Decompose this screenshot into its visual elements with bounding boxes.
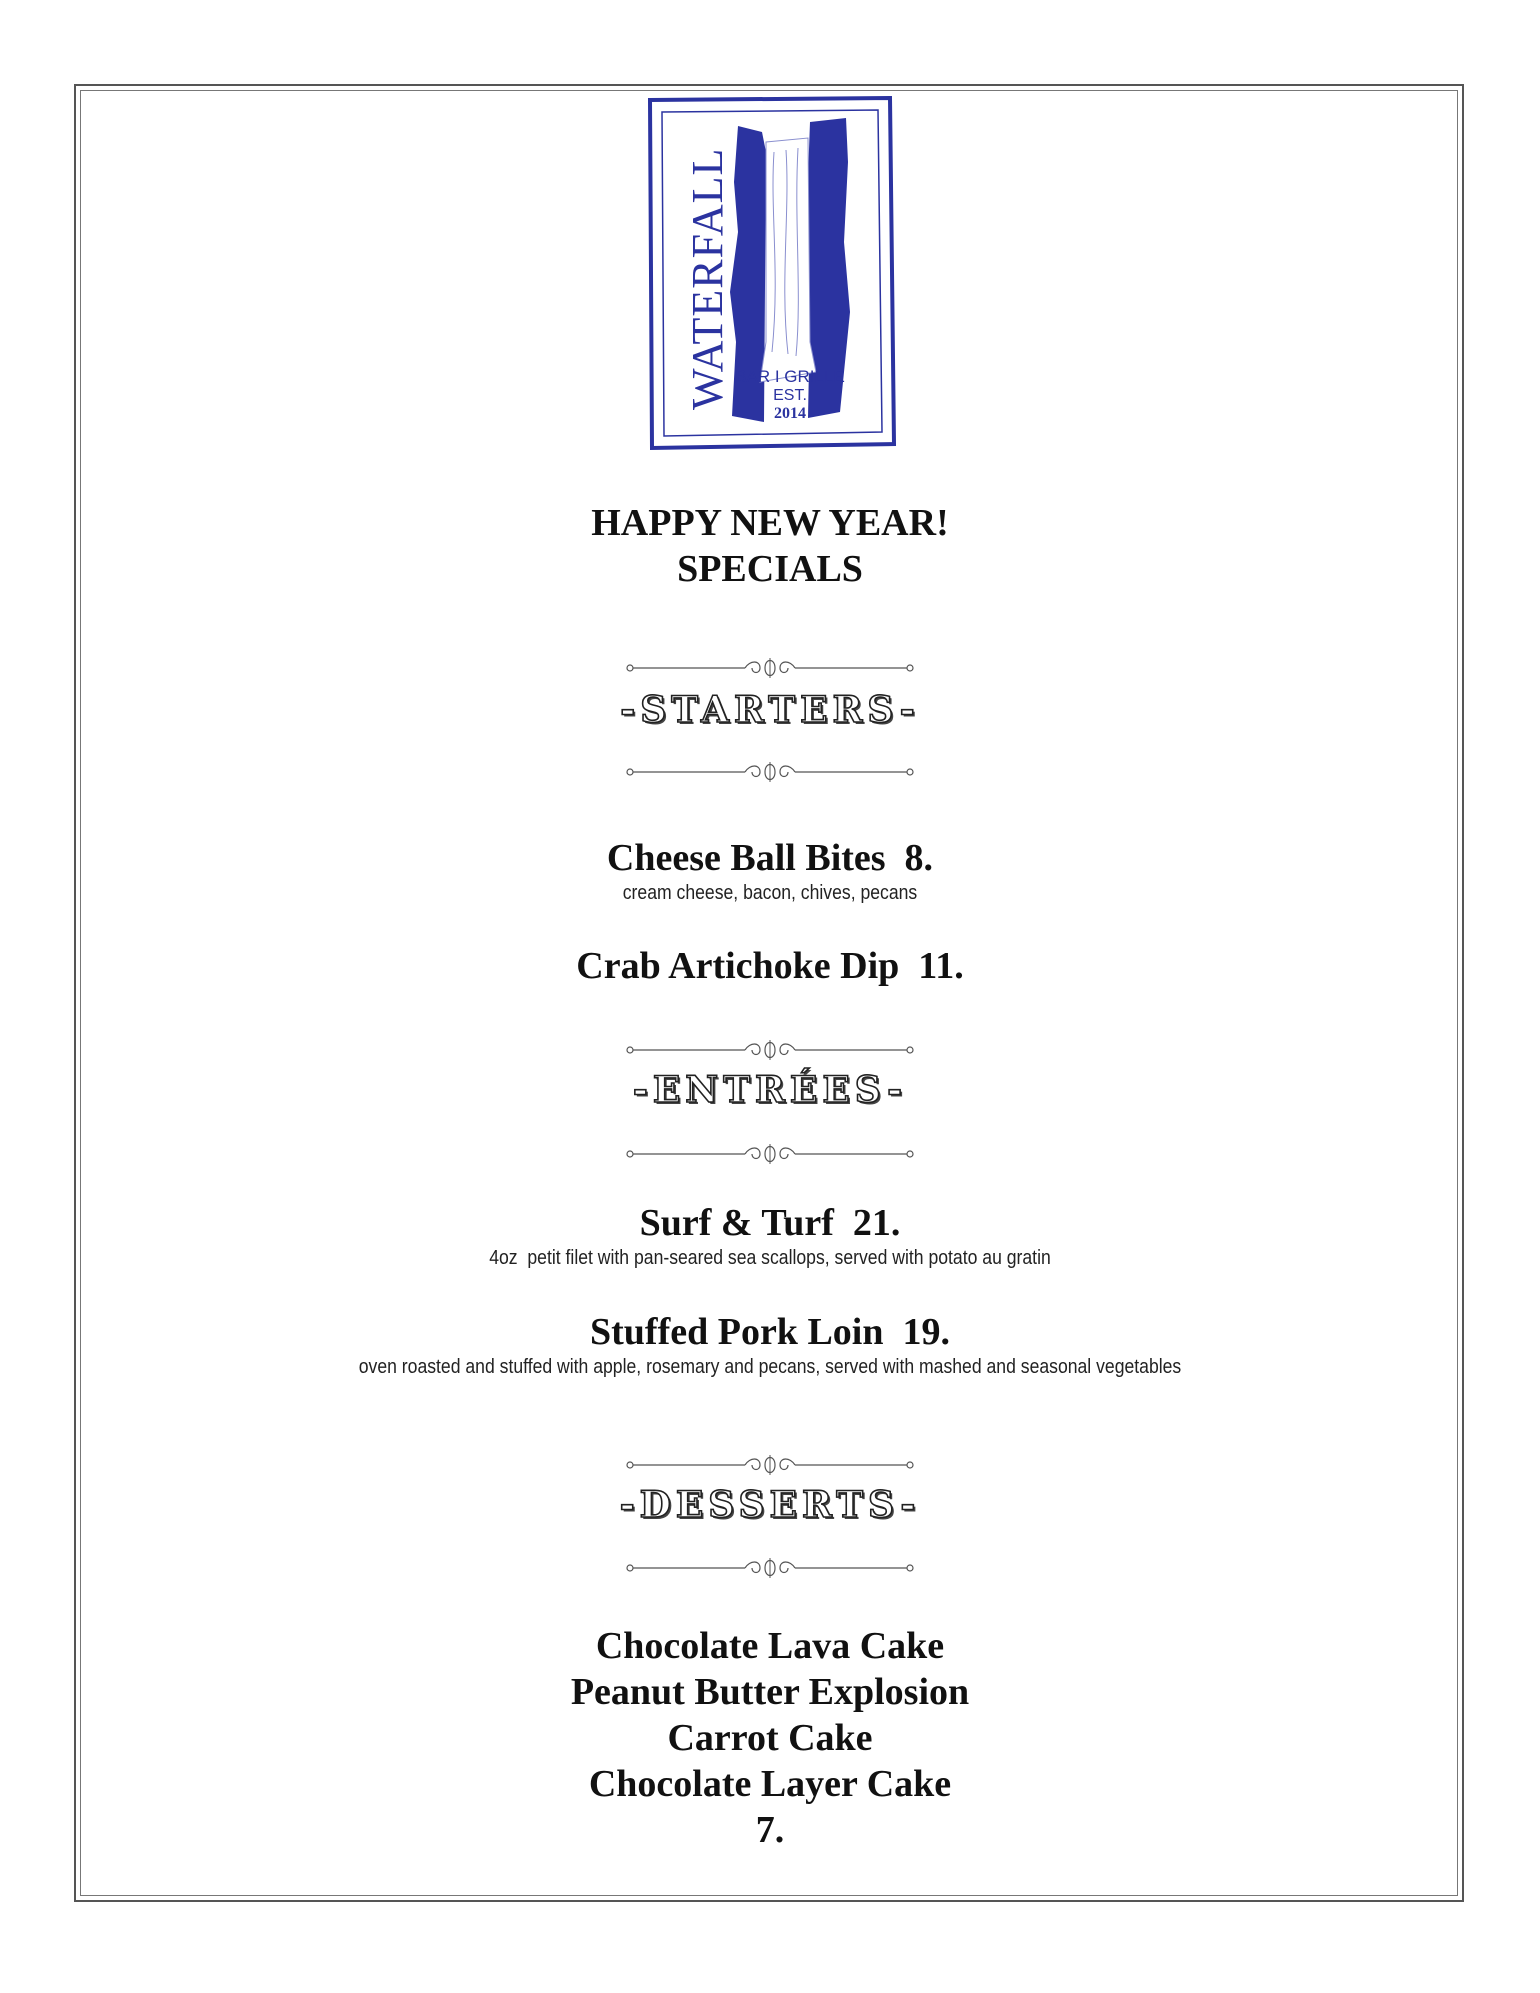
section-heading-desserts: -DESSERTS- (619, 1484, 921, 1526)
headline-line-2: SPECIALS (677, 548, 863, 590)
item-description: cream cheese, bacon, chives, pecans (622, 882, 918, 904)
item-description: oven roasted and stuffed with apple, rosemary and pecans, served with mashed and seasonal vegetables (358, 1356, 1182, 1378)
section-heading-starters: -STARTERS- (620, 689, 920, 731)
ornament-divider (625, 1554, 915, 1582)
logo-est: EST. (773, 387, 807, 404)
ornament-divider (625, 758, 915, 786)
dessert-item: Chocolate Lava Cake (595, 1625, 945, 1667)
item-name: Stuffed Pork Loin 19. (590, 1311, 950, 1353)
dessert-item: Peanut Butter Explosion (570, 1671, 970, 1713)
headline (0, 500, 1540, 592)
item-name: Surf & Turf 21. (639, 1202, 901, 1244)
logo-wordmark: WATERFALL (683, 147, 732, 410)
ornament-divider (625, 1451, 915, 1479)
item-description: 4oz petit filet with pan-seared sea scallops, served with potato au gratin (489, 1247, 1051, 1269)
dessert-price: 7. (755, 1809, 785, 1851)
dessert-item: Chocolate Layer Cake (588, 1763, 952, 1805)
item-name: Crab Artichoke Dip 11. (576, 945, 964, 987)
menu-item (0, 836, 1540, 906)
ornament-divider (625, 1036, 915, 1064)
dessert-list (0, 1623, 1540, 1853)
menu-item (0, 1310, 1540, 1380)
headline-line-1: HAPPY NEW YEAR! (591, 502, 949, 544)
logo-tagline: BAR I GRILLE (735, 367, 845, 386)
dessert-item: Carrot Cake (667, 1717, 873, 1759)
menu-item (0, 1201, 1540, 1271)
logo-year: 2014 (774, 405, 806, 422)
item-name: Cheese Ball Bites 8. (606, 837, 934, 879)
menu-item (0, 944, 1540, 988)
ornament-divider (625, 654, 915, 682)
section-heading-entrees: -ENTRÉES- (632, 1069, 908, 1111)
ornament-divider (625, 1140, 915, 1168)
waterfall-logo (640, 92, 902, 454)
